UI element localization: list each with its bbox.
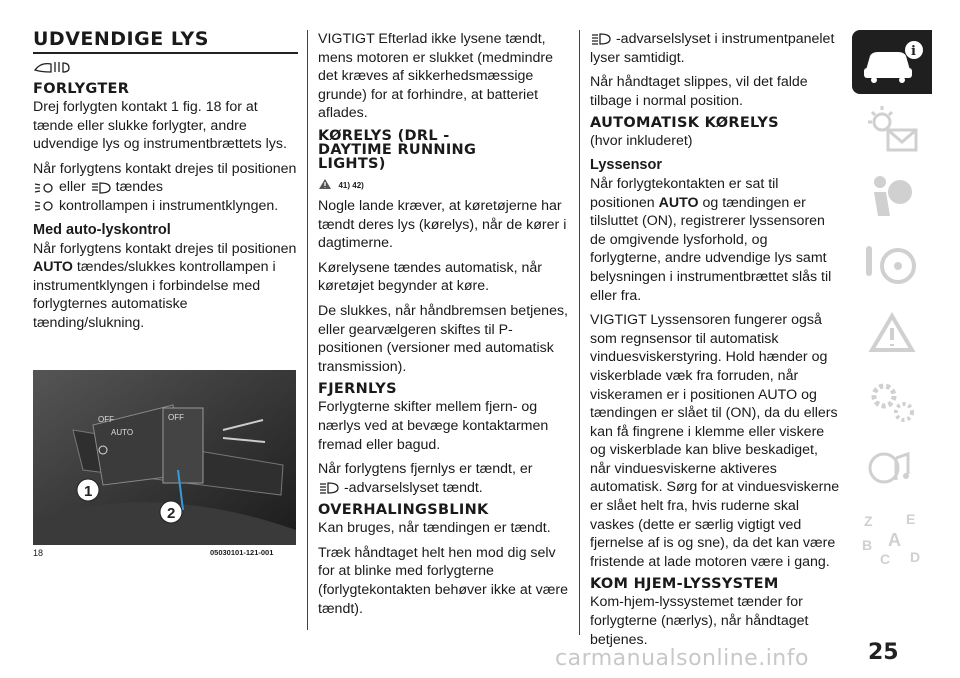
callout-1: 1	[84, 483, 93, 500]
tab-driving[interactable]	[852, 234, 932, 298]
figure-headlight-switch	[33, 370, 296, 545]
paragraph: (hvor inkluderet)	[590, 133, 693, 150]
paragraph: Forlygterne skifter mellem fjern- og nærlys ved at bevæge kontaktarmen fremad eller bagud.	[318, 399, 549, 453]
photo-label-off2: OFF	[168, 413, 184, 422]
paragraph: Træk håndtaget helt hen mod dig selv for at blinke med forlygterne (forlygtekontakten behøver ikke at være tændt).	[318, 544, 568, 617]
svg-text:A: A	[888, 530, 901, 550]
paragraph: VIGTIGT Lyssensoren fungerer også som regnsensor til automatisk vinduesviskerstyring. Hold hænder og viskerblade væk fra forruden, når viskeramen er i positionen AUTO og tændingen er slået til (ON), da du ellers kan få fingrene i klemme eller viskere og viskerblade kan blive beskadiget, når vinduesviskerne aktiveres automatisk. Sørg for at vinduesviskerne er slået helt fra, hvis ruderne skal vaskes (dette er særlig vigtigt ved fjernelse af is og sne), da det kan være fristende at lade motoren være i gang.	[590, 312, 840, 570]
subheading-korelys: KØRELYS (DRL - DAYTIME RUNNING LIGHTS)	[318, 127, 477, 172]
subheading-auto-lyskontrol: Med auto-lyskontrol	[33, 221, 171, 238]
tab-maintenance[interactable]	[852, 370, 932, 434]
airbag-icon	[852, 166, 932, 230]
parking-light-icon	[33, 199, 55, 213]
paragraph: De slukkes, når håndbremsen betjenes, eller gearvælgeren skiftes til P-positionen (versioner med automatisk transmission).	[318, 302, 568, 375]
maintenance-icon	[852, 370, 932, 434]
column-divider	[307, 30, 308, 630]
paragraph: Når forlygtens kontakt drejes til positionen eller tændes kontrollampen i instrumentklyngen.	[33, 160, 297, 214]
parking-light-icon	[33, 181, 55, 195]
headlight-icon	[90, 181, 112, 195]
subheading-lyssensor: Lyssensor	[590, 156, 662, 173]
tab-emergency[interactable]	[852, 302, 932, 366]
paragraph: Nogle lande kræver, at køretøjerne har tændt deres lys (kørelys), når de kører i dagtimerne.	[318, 197, 567, 252]
paragraph: Kom-hjem-lyssystemet tænder for forlygterne (nærlys), når håndtaget betjenes.	[590, 594, 809, 648]
multimedia-icon	[852, 438, 932, 502]
paragraph: VIGTIGT Efterlad ikke lysene tændt, mens motoren er slukket (medmindre det kræves af sikkerhedsmæssige grunde) for at forhindre, at batteriet aflades.	[318, 31, 553, 122]
subheading-overhalingsblink: OVERHALINGSBLINK	[318, 502, 489, 519]
tab-index[interactable]	[852, 506, 932, 570]
heading-rule	[33, 52, 298, 54]
column-divider	[579, 30, 580, 635]
tab-warning-lights[interactable]	[852, 98, 932, 162]
warning-lights-icon	[852, 98, 932, 162]
subheading-fjernlys: FJERNLYS	[318, 381, 397, 398]
high-beam-icon	[318, 481, 340, 495]
paragraph: Når forlygtens kontakt drejes til positionen AUTO tændes/slukkes kontrollampen i instrumentklyngen i forbindelse med forlygternes automatiske tænding/slukning.	[33, 240, 297, 331]
paragraph: Drej forlygten kontakt 1 fig. 18 for at tænde eller slukke forlygter, andre udvendige lys og instrumentbrættets lys.	[33, 99, 287, 153]
svg-text:E: E	[906, 511, 916, 527]
watermark: carmanualsonline.info	[555, 646, 809, 671]
column-3	[590, 30, 842, 655]
car-info-icon	[852, 30, 932, 94]
paragraph: Kan bruges, når tændingen er tændt.	[318, 520, 551, 537]
exterior-lights-icon	[33, 60, 83, 74]
page-number: 25	[868, 640, 899, 665]
figure-number: 18	[33, 548, 44, 558]
warning-triangle-icon	[318, 178, 332, 190]
svg-text:C: C	[880, 551, 891, 567]
subheading-forlygter: FORLYGTER	[33, 81, 130, 97]
tab-car-info[interactable]	[852, 30, 932, 94]
paragraph: Når håndtaget slippes, vil det falde tilbage i normal position.	[590, 74, 808, 109]
callout-2: 2	[167, 505, 176, 522]
reference-note: 41) 42)	[338, 180, 364, 190]
svg-text:Z: Z	[864, 513, 873, 529]
paragraph: -advarselslyset i instrumentpanelet lyser samtidigt.	[590, 31, 835, 66]
svg-text:B: B	[862, 537, 873, 553]
subheading-kom-hjem: KOM HJEM-LYSSYSTEM	[590, 576, 779, 593]
photo-label-auto: AUTO	[111, 428, 134, 437]
svg-text:D: D	[910, 549, 921, 565]
photo-label-off1: OFF	[98, 415, 114, 424]
section-heading: UDVENDIGE LYS	[33, 28, 209, 50]
paragraph: Når forlygtens fjernlys er tændt, er -advarselslyset tændt.	[318, 461, 533, 496]
tab-multimedia[interactable]	[852, 438, 932, 502]
column-2	[318, 30, 568, 624]
figure-code: 05030101-121-001	[210, 548, 274, 557]
index-icon	[852, 506, 932, 570]
emergency-icon	[852, 302, 932, 366]
svg-text:i: i	[911, 44, 916, 59]
paragraph: Når forlygtekontakten er sat til positionen AUTO og tændingen er tilsluttet (ON), registrerer lyssensoren de omgivende lysforhold, og forlygterne, andre udvendige lys samt belysningen i instrumentbrættet slås til eller fra.	[590, 175, 832, 304]
tab-safety[interactable]	[852, 166, 932, 230]
paragraph: Kørelysene tændes automatisk, når køretøjet begynder at køre.	[318, 259, 542, 295]
high-beam-icon	[590, 32, 612, 46]
steering-wheel-icon	[852, 234, 932, 298]
subheading-automatisk-korelys: AUTOMATISK KØRELYS	[590, 115, 779, 132]
column-1	[33, 0, 298, 339]
